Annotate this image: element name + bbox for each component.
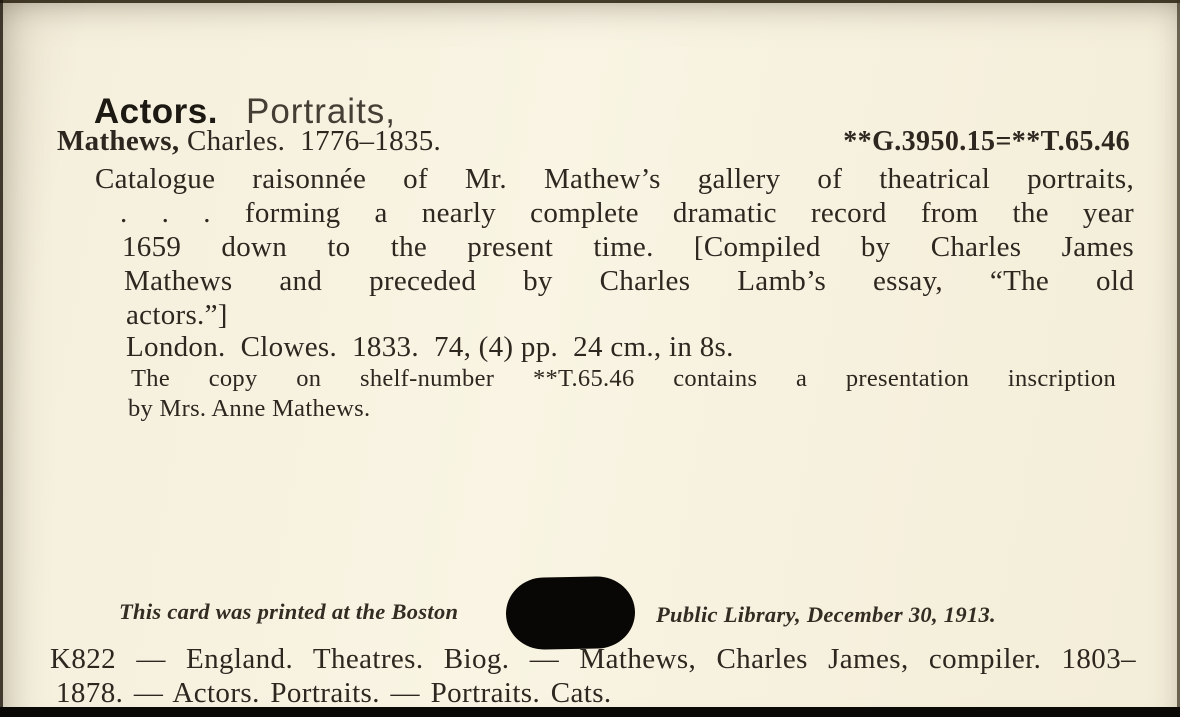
- body-line: 1659 down to the present time. [Compiled by Charles James: [122, 231, 1134, 263]
- call-number: **G.3950.15=**T.65.46: [843, 126, 1130, 157]
- copy-note-line: The copy on shelf-number **T.65.46 contains a presentation inscription: [131, 365, 1116, 392]
- printer-statement-left: This card was printed at the Boston: [119, 599, 459, 624]
- scan-edge-top: [0, 0, 1180, 3]
- body-line: Mathews and preceded by Charles Lamb’s essay, “The old: [124, 265, 1134, 297]
- author-surname: Mathews,: [57, 125, 180, 157]
- copy-note-line: by Mrs. Anne Mathews.: [128, 395, 371, 422]
- printer-statement-right: Public Library, December 30, 1913.: [656, 602, 996, 627]
- scan-edge-left: [0, 0, 3, 708]
- subject-heading-secondary: Portraits,: [246, 92, 397, 131]
- tracing-line: K822 — England. Theatres. Biog. — Mathews, Charles James, compiler. 1803–: [50, 643, 1136, 675]
- tracing-line: 1878. — Actors. Portraits. — Portraits. Cats.: [56, 677, 612, 709]
- subject-heading-primary: Actors.: [93, 92, 218, 131]
- body-line: actors.”]: [126, 299, 228, 331]
- body-line: . . . forming a nearly complete dramatic record from the year: [120, 197, 1134, 229]
- author-rest: Charles. 1776–1835.: [179, 125, 442, 157]
- main-entry-row: [57, 124, 1130, 159]
- body-line: Catalogue raisonnée of Mr. Mathew’s gallery of theatrical portraits,: [95, 163, 1134, 195]
- imprint-collation-line: London. Clowes. 1833. 74, (4) pp. 24 cm., in 8s.: [126, 331, 734, 363]
- author-entry: [57, 124, 441, 159]
- ink-blot-redaction: [505, 576, 635, 650]
